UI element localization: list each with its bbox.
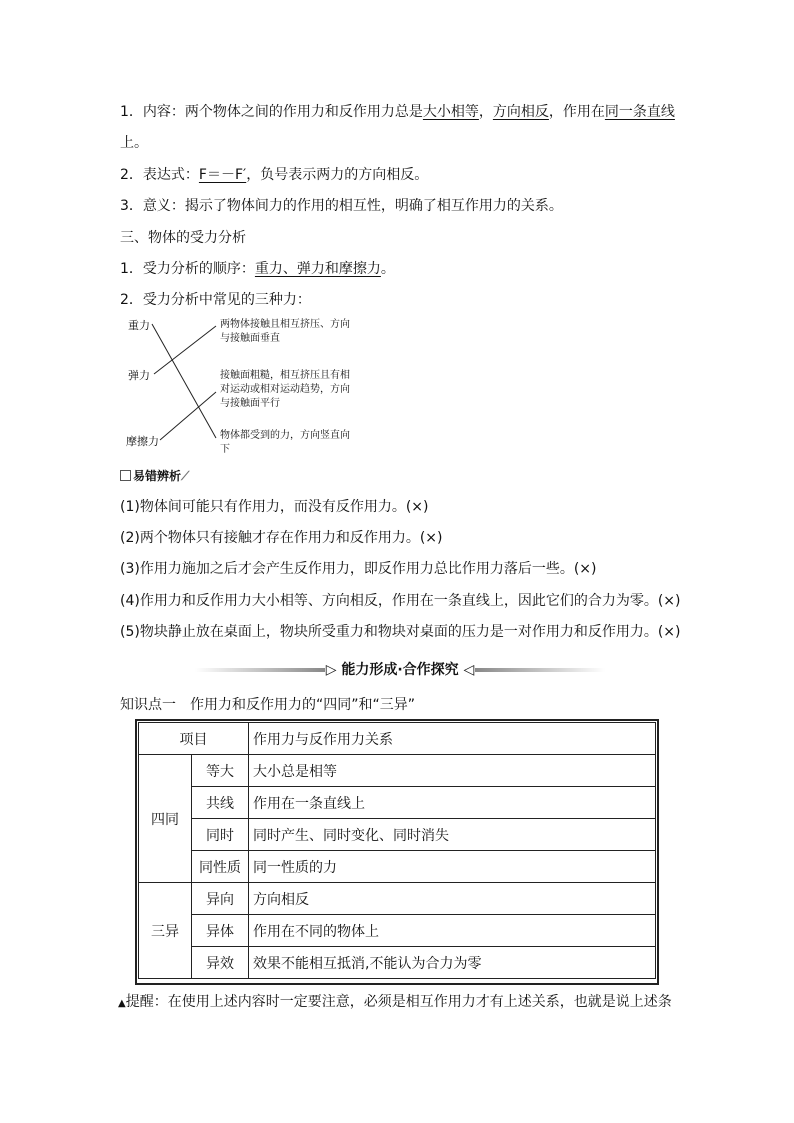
connector-friction bbox=[160, 392, 216, 440]
error-item: (5)物块静止放在桌面上，物块所受重力和物块对桌面的压力是一对作用力和反作用力。(×) bbox=[120, 624, 681, 640]
table-row: 共线 作用在一条直线上 bbox=[139, 787, 656, 819]
section-heading: 三、物体的受力分析 bbox=[120, 230, 246, 246]
connector-gravity bbox=[152, 324, 216, 438]
banner-arrow-right-icon: ◁ bbox=[458, 662, 475, 678]
error-item: (2)两个物体只有接触才存在作用力和反作用力。(×) bbox=[120, 530, 443, 546]
section-banner bbox=[195, 660, 605, 680]
banner-title: 能力形成·合作探究 bbox=[341, 662, 459, 678]
content-line: 1．内容：两个物体之间的作用力和反作用力总是大小相等，方向相反，作用在同一条直线 bbox=[120, 104, 675, 120]
table-row: 同时 同时产生、同时变化、同时消失 bbox=[139, 819, 656, 851]
blank-same-line: 同一条直线 bbox=[604, 104, 675, 120]
tag-icon bbox=[120, 470, 131, 481]
desc-friction: 接触面粗糙，相互挤压且有相 对运动或相对运动趋势，方向 与接触面平行 bbox=[220, 370, 350, 409]
blank-opposite-direction: 方向相反 bbox=[492, 104, 549, 120]
table-header-row bbox=[139, 723, 656, 755]
group-three-diff: 三异 bbox=[139, 883, 192, 979]
table-row: 四同 等大 大小总是相等 bbox=[139, 755, 656, 787]
three-forces-line: 2．受力分析中常见的三种力： bbox=[120, 292, 311, 308]
blank-equal-magnitude: 大小相等 bbox=[422, 104, 479, 120]
blank-force-order: 重力、弹力和摩擦力 bbox=[254, 261, 381, 277]
formula: F＝－F′ bbox=[198, 167, 247, 183]
knowledge-point-title: 知识点一 作用力和反作用力的“四同”和“三异” bbox=[120, 697, 416, 713]
expression-line: 2．表达式：F＝－F′，负号表示两力的方向相反。 bbox=[120, 167, 429, 183]
table-row: 异体 作用在不同的物体上 bbox=[139, 915, 656, 947]
error-item: (1)物体间可能只有作用力，而没有反作用力。(×) bbox=[120, 499, 429, 515]
relation-table bbox=[138, 722, 656, 979]
tag-slash-icon: ⟋ bbox=[181, 469, 190, 483]
meaning-line: 3．意义：揭示了物体间力的作用的相互性，明确了相互作用力的关系。 bbox=[120, 198, 563, 214]
banner-arrow-left-icon: ▷ bbox=[325, 662, 342, 678]
group-four-same: 四同 bbox=[139, 755, 192, 883]
label-elastic: 弹力 bbox=[128, 369, 150, 382]
desc-gravity: 物体都受到的力，方向竖直向 下 bbox=[220, 430, 350, 455]
content-line-cont: 上。 bbox=[120, 135, 148, 151]
label-friction: 摩擦力 bbox=[126, 435, 159, 448]
label-gravity: 重力 bbox=[128, 319, 150, 332]
order-line: 1．受力分析的顺序：重力、弹力和摩擦力。 bbox=[120, 261, 395, 277]
warning-icon: ▲ bbox=[118, 998, 126, 1009]
error-item: (4)作用力和反作用力大小相等、方向相反，作用在一条直线上，因此它们的合力为零。(×) bbox=[120, 593, 681, 609]
table-row: 三异 异向 方向相反 bbox=[139, 883, 656, 915]
table-row: 异效 效果不能相互抵消,不能认为合力为零 bbox=[139, 947, 656, 979]
table-row: 同性质 同一性质的力 bbox=[139, 851, 656, 883]
header-item: 项目 bbox=[139, 723, 249, 755]
connector-elastic bbox=[154, 326, 216, 374]
desc-elastic: 两物体接触且相互挤压、方向 与接触面垂直 bbox=[220, 319, 350, 344]
header-relation: 作用力与反作用力关系 bbox=[249, 723, 656, 755]
note-line: ▲提醒：在使用上述内容时一定要注意，必须是相互作用力才有上述关系，也就是说上述条 bbox=[118, 994, 672, 1010]
error-item: (3)作用力施加之后才会产生反作用力，即反作用力总比作用力落后一些。(×) bbox=[120, 561, 597, 577]
error-analysis-tag: 易错辨析⟋ bbox=[120, 468, 189, 484]
